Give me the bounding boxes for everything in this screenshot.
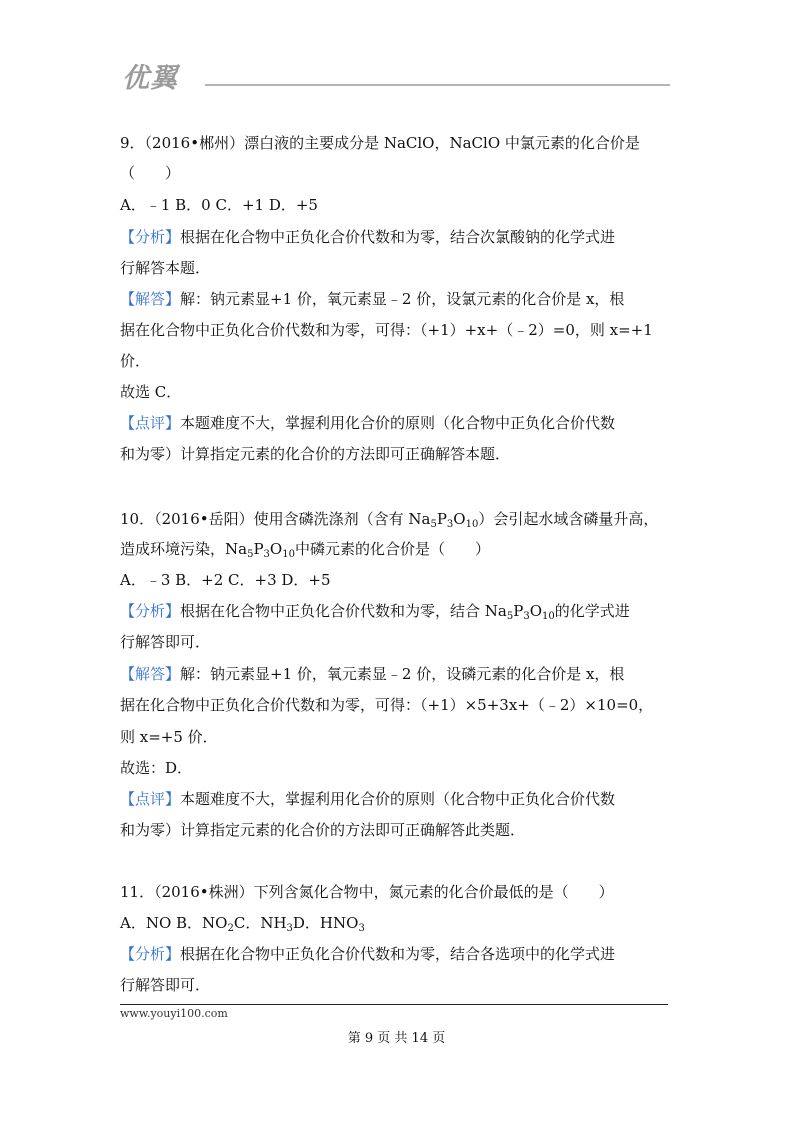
- analysis-text: 根据在化合物中正负化合价代数和为零，结合次氯酸钠的化学式进: [180, 228, 616, 246]
- comment-tag: 【点评】: [120, 414, 181, 432]
- subscript: 10: [282, 549, 295, 560]
- q10-stem-line2: [120, 539, 490, 559]
- q11-stem: 11．（2016•株洲）下列含氮化合物中，氮元素的化合价最低的是（ ）: [120, 883, 614, 901]
- analysis-text: 根据在化合物中正负化合价代数和为零，结合各选项中的化学式进: [180, 945, 616, 963]
- q10-answer-line2: 据在化合物中正负化合价代数和为零，可得：（+1）×5+3x+（﹣2）×10=0，: [120, 696, 654, 714]
- q9-answer-line1: [120, 289, 624, 309]
- q10-analysis-line2: 行解答即可．: [120, 633, 211, 651]
- q9-analysis-line2: 行解答本题．: [120, 259, 211, 277]
- q10-analysis-line1: [120, 601, 630, 621]
- youyi-logo: 优翼: [122, 63, 178, 94]
- subscript: 3: [523, 611, 530, 622]
- comment-text: 本题难度不大，掌握利用化合价的原则（化合物中正负化合价代数: [180, 790, 616, 808]
- q10-choice: 故选：D．: [120, 759, 193, 777]
- analysis-tag: 【分析】: [120, 228, 181, 246]
- text: O: [453, 510, 466, 528]
- comment-text: 本题难度不大，掌握利用化合价的原则（化合物中正负化合价代数: [180, 414, 616, 432]
- subscript: 3: [358, 923, 365, 934]
- footer-url: www.youyi100.com: [120, 1007, 228, 1020]
- subscript: 10: [465, 519, 479, 530]
- text: P: [436, 510, 447, 528]
- subscript: 5: [247, 549, 254, 560]
- subscript: 2: [227, 923, 234, 934]
- analysis-tag: 【分析】: [120, 945, 181, 963]
- q9-answer-line2: 据在化合物中正负化合价代数和为零，可得：（+1）+x+（﹣2）=0，则 x=+1: [120, 321, 653, 339]
- subscript: 10: [542, 611, 555, 622]
- q11-options: [120, 913, 365, 933]
- subscript: 3: [263, 549, 270, 560]
- text: O: [529, 602, 543, 620]
- q10-answer-line3: 则 x=+5 价．: [120, 728, 218, 746]
- answer-tag: 【解答】: [120, 290, 181, 308]
- text: C．NH: [233, 914, 287, 932]
- subscript: 3: [446, 519, 454, 530]
- subscript: 3: [286, 923, 293, 934]
- comment-tag: 【点评】: [120, 790, 181, 808]
- q9-comment-line2: 和为零）计算指定元素的化合价的方法即可正确解答本题．: [120, 445, 511, 463]
- text: 中磷元素的化合价是（ ）: [294, 540, 490, 558]
- subscript: 5: [506, 611, 514, 622]
- q9-answer-line3: 价．: [120, 352, 151, 370]
- text: 的化学式进: [554, 602, 630, 620]
- q10-stem-line1: [120, 509, 658, 529]
- answer-tag: 【解答】: [120, 665, 181, 683]
- footer-divider: [120, 1004, 668, 1005]
- text: D．HNO: [292, 914, 359, 932]
- q9-stem-line1: 9．（2016•郴州）漂白液的主要成分是 NaClO，NaClO 中氯元素的化合价是: [120, 134, 640, 152]
- answer-text: 解：钠元素显+1 价，氧元素显﹣2 价，设磷元素的化合价是 x，根: [180, 665, 625, 683]
- subscript: 5: [430, 519, 437, 530]
- header-divider: [205, 84, 670, 86]
- q10-answer-line1: [120, 664, 624, 684]
- text: ）会引起水域含磷量升高，: [478, 510, 659, 528]
- q10-comment-line1: [120, 789, 615, 809]
- q11-analysis-line2: 行解答即可．: [120, 976, 211, 994]
- text: O: [269, 540, 283, 558]
- analysis-tag: 【分析】: [120, 602, 181, 620]
- text: 10．（2016•岳阳）使用含磷洗涤剂（含有 Na: [120, 510, 431, 528]
- q9-choice: 故选 C．: [120, 383, 182, 401]
- q10-options: A．﹣3 B．+2 C．+3 D．+5: [120, 571, 331, 589]
- q9-options: A．﹣1 B．0 C．+1 D．+5: [120, 196, 318, 214]
- page-number: 第 9 页 共 14 页: [347, 1031, 446, 1046]
- text: A．NO B．NO: [120, 914, 228, 932]
- answer-text: 解：钠元素显+1 价，氧元素显﹣2 价，设氯元素的化合价是 x，根: [180, 290, 625, 308]
- q9-analysis-line1: [120, 227, 615, 247]
- q11-analysis-line1: [120, 944, 615, 964]
- text: P: [513, 602, 524, 620]
- text: 造成环境污染，Na: [120, 540, 248, 558]
- text: P: [253, 540, 264, 558]
- q9-stem-line2: （ ）: [120, 164, 181, 182]
- q10-comment-line2: 和为零）计算指定元素的化合价的方法即可正确解答此类题．: [120, 821, 526, 839]
- text: 根据在化合物中正负化合价代数和为零，结合 Na: [180, 602, 507, 620]
- q9-comment-line1: [120, 413, 615, 433]
